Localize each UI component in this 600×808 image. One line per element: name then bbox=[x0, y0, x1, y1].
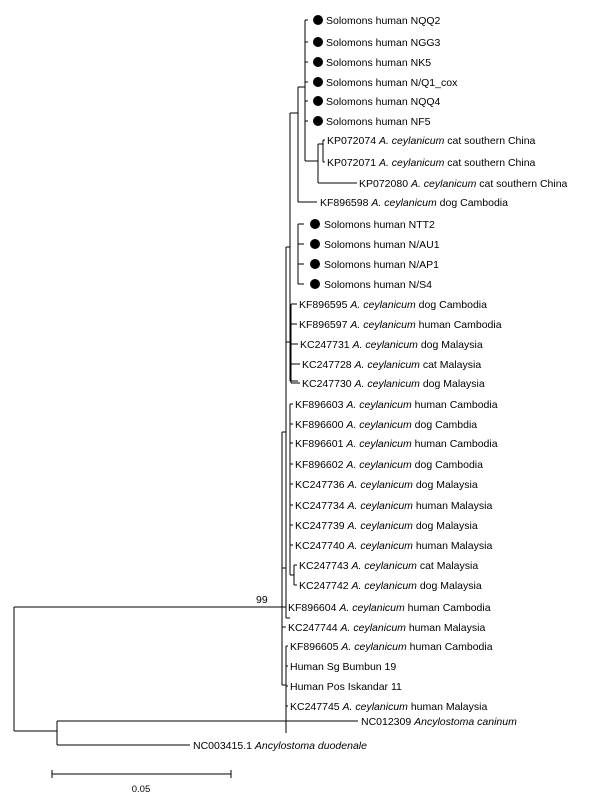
host-location: cat Malaysia bbox=[422, 359, 482, 371]
leaf-label bbox=[295, 438, 498, 450]
leaf-label bbox=[295, 479, 478, 491]
host-location: dog Cambodia bbox=[418, 299, 487, 311]
host-location: human Cambodia bbox=[407, 602, 491, 614]
leaf-labels bbox=[193, 15, 568, 752]
solomons-marker bbox=[310, 259, 320, 269]
leaf-label bbox=[295, 419, 477, 431]
accession: KC247728 bbox=[302, 359, 352, 371]
leaf-label bbox=[290, 701, 487, 713]
accession: KC247734 bbox=[295, 500, 345, 512]
leaf-label bbox=[320, 197, 508, 209]
accession: KC247740 bbox=[295, 540, 345, 552]
species: Ancylostoma caninum bbox=[414, 716, 517, 728]
species: A. ceylanicum bbox=[341, 641, 407, 653]
species: A. ceylanicum bbox=[342, 701, 408, 713]
species: A. ceylanicum bbox=[346, 459, 412, 471]
species: A. ceylanicum bbox=[347, 479, 413, 491]
leaf-label bbox=[290, 641, 493, 653]
solomons-marker bbox=[313, 116, 323, 126]
leaf-label bbox=[295, 520, 478, 532]
species: A. ceylanicum bbox=[351, 560, 417, 572]
species: A. ceylanicum bbox=[378, 157, 445, 169]
host-location: cat southern China bbox=[447, 157, 536, 169]
leaf-label: Solomons human NK5 bbox=[326, 57, 432, 69]
accession: KF896603 bbox=[295, 399, 344, 411]
host-location: dog Cambdia bbox=[414, 419, 478, 431]
accession: KC247745 bbox=[290, 701, 340, 713]
accession: KF896597 bbox=[299, 319, 348, 331]
leaf-label: Solomons human NGG3 bbox=[326, 37, 441, 49]
leaf-label bbox=[302, 359, 481, 371]
solomons-marker bbox=[313, 37, 323, 47]
host-location: human Malaysia bbox=[410, 701, 488, 713]
host-location: dog Malaysia bbox=[415, 520, 478, 532]
host-location: human Cambodia bbox=[414, 438, 498, 450]
leaf-label bbox=[361, 716, 517, 728]
leaf-label: Solomons human N/Q1_cox bbox=[326, 77, 458, 89]
bootstrap-value: 99 bbox=[256, 594, 268, 606]
host-location: dog Malaysia bbox=[415, 479, 478, 491]
accession: KC247742 bbox=[299, 580, 349, 592]
host-location: human Malaysia bbox=[408, 622, 486, 634]
species: A. ceylanicum bbox=[339, 602, 405, 614]
accession: KC247731 bbox=[300, 339, 350, 351]
host-location: human Cambodia bbox=[409, 641, 493, 653]
leaf-label: Solomons human NF5 bbox=[326, 116, 431, 128]
accession: KF896601 bbox=[295, 438, 344, 450]
leaf-label bbox=[299, 560, 478, 572]
host-location: cat Malaysia bbox=[419, 560, 479, 572]
host-location: dog Cambodia bbox=[439, 197, 508, 209]
species: A. ceylanicum bbox=[346, 438, 412, 450]
leaf-label bbox=[288, 602, 491, 614]
species: A. ceylanicum bbox=[351, 580, 417, 592]
leaf-label bbox=[327, 157, 536, 169]
species: A. ceylanicum bbox=[347, 520, 413, 532]
species: A. ceylanicum bbox=[350, 319, 416, 331]
accession: KP072071 bbox=[327, 157, 377, 169]
leaf-label bbox=[295, 500, 492, 512]
leaf-label bbox=[295, 540, 492, 552]
solomons-marker bbox=[313, 96, 323, 106]
host-location: cat southern China bbox=[479, 178, 568, 190]
accession: KC247730 bbox=[302, 378, 352, 390]
sample-markers bbox=[310, 15, 323, 289]
species: A. ceylanicum bbox=[354, 378, 420, 390]
accession: KF896598 bbox=[320, 197, 369, 209]
leaf-label: Solomons human NQQ2 bbox=[326, 15, 441, 27]
leaf-label bbox=[327, 135, 536, 147]
accession: KC247744 bbox=[288, 622, 338, 634]
solomons-marker bbox=[313, 15, 323, 25]
species: A. ceylanicum bbox=[347, 540, 413, 552]
leaf-label: Solomons human N/AU1 bbox=[324, 239, 440, 251]
scale-bar-label: 0.05 bbox=[131, 784, 151, 795]
host-location: human Cambodia bbox=[418, 319, 502, 331]
leaf-label bbox=[299, 319, 502, 331]
host-location: human Cambodia bbox=[414, 399, 498, 411]
solomons-marker bbox=[310, 219, 320, 229]
species: A. ceylanicum bbox=[346, 419, 412, 431]
host-location: dog Malaysia bbox=[419, 580, 482, 592]
accession: KP072074 bbox=[327, 135, 377, 147]
solomons-marker bbox=[313, 77, 323, 87]
accession: KC247736 bbox=[295, 479, 345, 491]
species: A. ceylanicum bbox=[350, 299, 416, 311]
scale-bar bbox=[52, 770, 231, 795]
leaf-label bbox=[193, 740, 367, 752]
leaf-label bbox=[295, 399, 498, 411]
accession: KC247743 bbox=[299, 560, 349, 572]
accession: NC003415.1 bbox=[193, 740, 252, 752]
species: Ancylostoma duodenale bbox=[254, 740, 367, 752]
species: A. ceylanicum bbox=[378, 135, 445, 147]
host-location: cat southern China bbox=[447, 135, 536, 147]
leaf-label bbox=[359, 178, 568, 190]
leaf-label: Solomons human N/S4 bbox=[324, 279, 432, 291]
accession: KF896595 bbox=[299, 299, 348, 311]
solomons-marker bbox=[313, 57, 323, 67]
leaf-label: Human Pos Iskandar 11 bbox=[290, 681, 402, 693]
leaf-label: Human Sg Bumbun 19 bbox=[290, 661, 397, 673]
accession: KP072080 bbox=[359, 178, 409, 190]
species: A. ceylanicum bbox=[346, 399, 412, 411]
accession: NC012309 bbox=[361, 716, 412, 728]
species: A. ceylanicum bbox=[354, 359, 420, 371]
host-location: dog Malaysia bbox=[420, 339, 483, 351]
species: A. ceylanicum bbox=[371, 197, 437, 209]
accession: KF896602 bbox=[295, 459, 344, 471]
leaf-label bbox=[302, 378, 485, 390]
accession: KF896605 bbox=[290, 641, 339, 653]
leaf-label bbox=[295, 459, 483, 471]
leaf-label: Solomons human NTT2 bbox=[324, 219, 435, 231]
accession: KF896600 bbox=[295, 419, 344, 431]
species: A. ceylanicum bbox=[352, 339, 418, 351]
leaf-label bbox=[299, 580, 482, 592]
species: A. ceylanicum bbox=[347, 500, 413, 512]
solomons-marker bbox=[310, 239, 320, 249]
leaf-label bbox=[300, 339, 483, 351]
leaf-label bbox=[299, 299, 487, 311]
host-location: human Malaysia bbox=[415, 540, 493, 552]
leaf-label bbox=[288, 622, 485, 634]
host-location: dog Cambodia bbox=[414, 459, 483, 471]
accession: KF896604 bbox=[288, 602, 337, 614]
leaf-label: Solomons human NQQ4 bbox=[326, 96, 441, 108]
species: A. ceylanicum bbox=[410, 178, 477, 190]
solomons-marker bbox=[310, 279, 320, 289]
species: A. ceylanicum bbox=[340, 622, 406, 634]
accession: KC247739 bbox=[295, 520, 345, 532]
host-location: human Malaysia bbox=[415, 500, 493, 512]
leaf-label: Solomons human N/AP1 bbox=[324, 259, 439, 271]
host-location: dog Malaysia bbox=[422, 378, 485, 390]
